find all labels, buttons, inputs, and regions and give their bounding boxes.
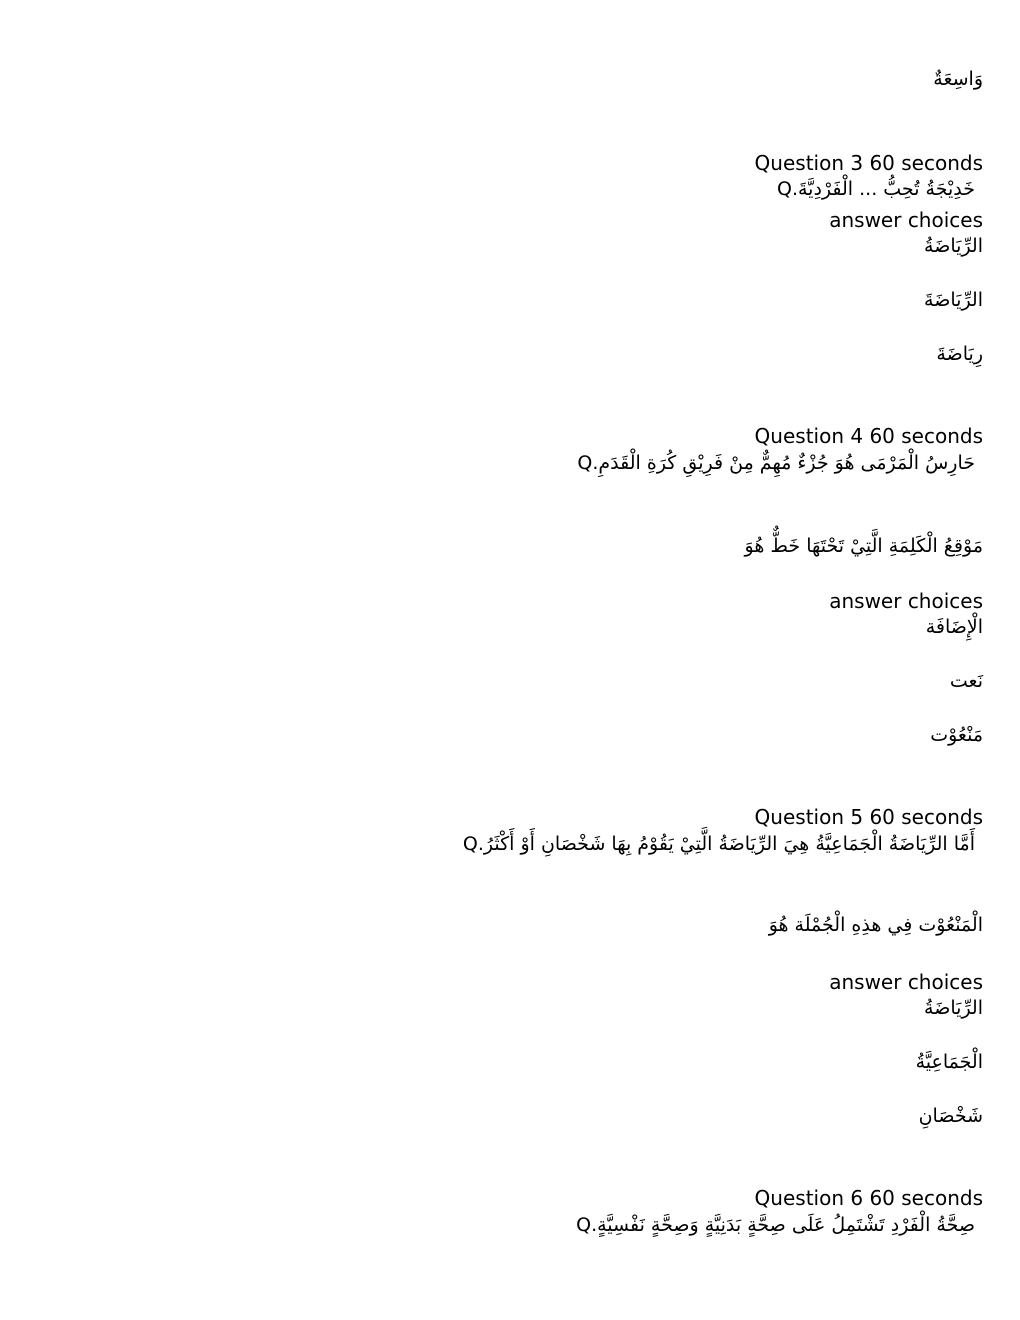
question-6-prompt-text: صِحَّةُ الْفَرْدِ تَشْتَمِلُ عَلَى صِحَّةٍ بَدَنِيَّةٍ وَصِحَّةٍ نَفْسِيَّةٍ bbox=[597, 1214, 975, 1236]
question-3-header: Question 3 60 seconds bbox=[754, 151, 983, 175]
question-5-choice-2: الْجَمَاعِيَّةُ bbox=[915, 1051, 983, 1073]
question-5-choice-3: شَخْصَانِ bbox=[918, 1105, 983, 1127]
question-3-choice-1: الرِّيَاضَةُ bbox=[924, 235, 983, 257]
question-4-choice-2: نَعت bbox=[949, 670, 983, 692]
question-3-prompt-text: خَدِيْجَةُ تُحِبُّ ... الْفَرْدِيَّةَ bbox=[797, 178, 975, 200]
question-4-answer-label: answer choices bbox=[829, 589, 983, 613]
question-6-header: Question 6 60 seconds bbox=[754, 1186, 983, 1210]
question-3-prompt bbox=[777, 176, 975, 202]
question-4-choice-1: الْإِضَافَة bbox=[925, 616, 983, 638]
question-prefix: Q. bbox=[776, 178, 798, 200]
question-5-subprompt: الْمَنْعُوْت فِي هذِهِ الْجُمْلَة هُوَ bbox=[768, 914, 983, 936]
question-prefix: Q. bbox=[462, 833, 484, 855]
question-5-answer-label: answer choices bbox=[829, 970, 983, 994]
question-5-header: Question 5 60 seconds bbox=[754, 805, 983, 829]
question-4-choice-3: مَنْعُوْت bbox=[930, 724, 983, 746]
question-prefix: Q. bbox=[577, 452, 599, 474]
question-5-prompt-text: أَمَّا الرِّيَاضَةُ الْجَمَاعِيَّةُ هِيَ الرِّيَاضَةُ الَّتِيْ يَقُوْمُ بِهَا شَخْصَانِ أَوْ أَكْثَرُ bbox=[483, 833, 975, 855]
question-4-prompt bbox=[577, 450, 975, 476]
question-5-choice-1: الرِّيَاضَةُ bbox=[924, 997, 983, 1019]
question-4-header: Question 4 60 seconds bbox=[754, 424, 983, 448]
question-3-choice-3: رِيَاضَةَ bbox=[936, 343, 983, 365]
question-4-prompt-text: حَارِسُ الْمَرْمَى هُوَ جُزْءٌ مُهِمٌّ مِنْ فَرِيْقِ كُرَةِ الْقَدَمِ bbox=[598, 452, 975, 474]
question-5-prompt bbox=[463, 831, 975, 857]
question-3-choice-2: الرِّيَاضَةَ bbox=[924, 289, 983, 311]
carry-over-choice: وَاسِعَةٌ bbox=[933, 68, 983, 90]
question-prefix: Q. bbox=[576, 1214, 598, 1236]
question-4-subprompt: مَوْقِعُ الْكَلِمَةِ الَّتِيْ تَحْتَهَا خَطٌّ هُوَ bbox=[744, 535, 983, 557]
question-3-answer-label: answer choices bbox=[829, 208, 983, 232]
question-6-prompt bbox=[576, 1212, 975, 1238]
